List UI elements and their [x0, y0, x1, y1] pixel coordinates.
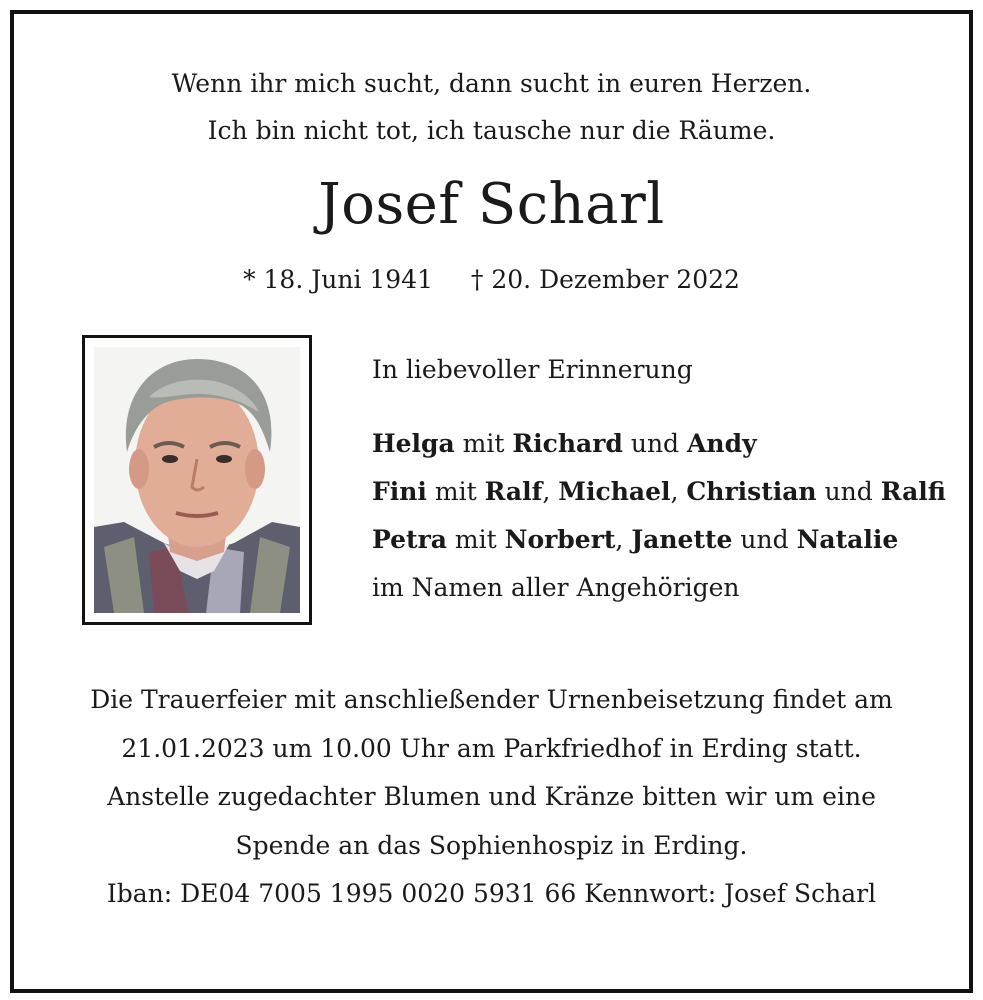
death-date: 20. Dezember 2022	[491, 265, 740, 294]
family-line-2	[372, 468, 946, 516]
notice-line-4: Spende an das Sophienhospiz in Erding.	[235, 830, 748, 860]
separator: ,	[670, 477, 679, 506]
mourner-name: Ralf	[484, 477, 543, 506]
portrait-photo-image	[94, 347, 300, 613]
mourner-name: Richard	[512, 429, 623, 458]
birth-date: 18. Juni 1941	[263, 265, 434, 294]
life-dates	[0, 262, 983, 298]
family-line-3	[372, 516, 946, 564]
mourner-name: Janette	[631, 525, 733, 554]
connector-word: mit	[462, 429, 505, 458]
deceased-name: Josef Scharl	[318, 172, 665, 237]
mourner-name: Michael	[558, 477, 671, 506]
mourner-name: Natalie	[796, 525, 899, 554]
notice-line-3: Anstelle zugedachter Blumen und Kränze bitten wir um eine	[107, 782, 876, 811]
family-line-1	[372, 420, 946, 468]
mourner-name: Helga	[372, 429, 455, 458]
separator: ,	[542, 477, 551, 506]
separator: ,	[615, 525, 624, 554]
connector-word: mit	[434, 477, 477, 506]
notice-line-2: 21.01.2023 um 10.00 Uhr am Parkfriedhof in Erding statt.	[121, 733, 862, 763]
family-closing: im Namen aller Angehörigen	[372, 573, 740, 602]
mourner-name: Fini	[372, 477, 427, 506]
quote-line-2: Ich bin nicht tot, ich tausche nur die Räume.	[207, 116, 776, 145]
connector-word: mit	[454, 525, 497, 554]
mourner-name: Norbert	[504, 525, 616, 554]
connector-word: und	[824, 477, 873, 506]
connector-word: und	[740, 525, 789, 554]
memorial-quote	[0, 60, 983, 154]
mourner-name: Andy	[687, 429, 757, 458]
quote-line-1: Wenn ihr mich sucht, dann sucht in euren Herzen.	[171, 69, 812, 98]
notice-line-5: Iban: DE04 7005 1995 0020 5931 66 Kennwort: Josef Scharl	[106, 879, 877, 908]
memory-heading: In liebevoller Erinnerung	[372, 355, 693, 384]
mourner-name: Christian	[686, 477, 817, 506]
mourner-name: Ralfi	[880, 477, 946, 506]
funeral-notice	[0, 676, 983, 919]
born-symbol: *	[243, 265, 256, 294]
mourner-name: Petra	[372, 525, 447, 554]
family-section	[372, 348, 946, 612]
notice-line-1: Die Trauerfeier mit anschließender Urnenbeisetzung findet am	[90, 685, 893, 714]
portrait-photo	[82, 335, 312, 625]
died-symbol: †	[470, 265, 484, 294]
connector-word: und	[630, 429, 680, 458]
